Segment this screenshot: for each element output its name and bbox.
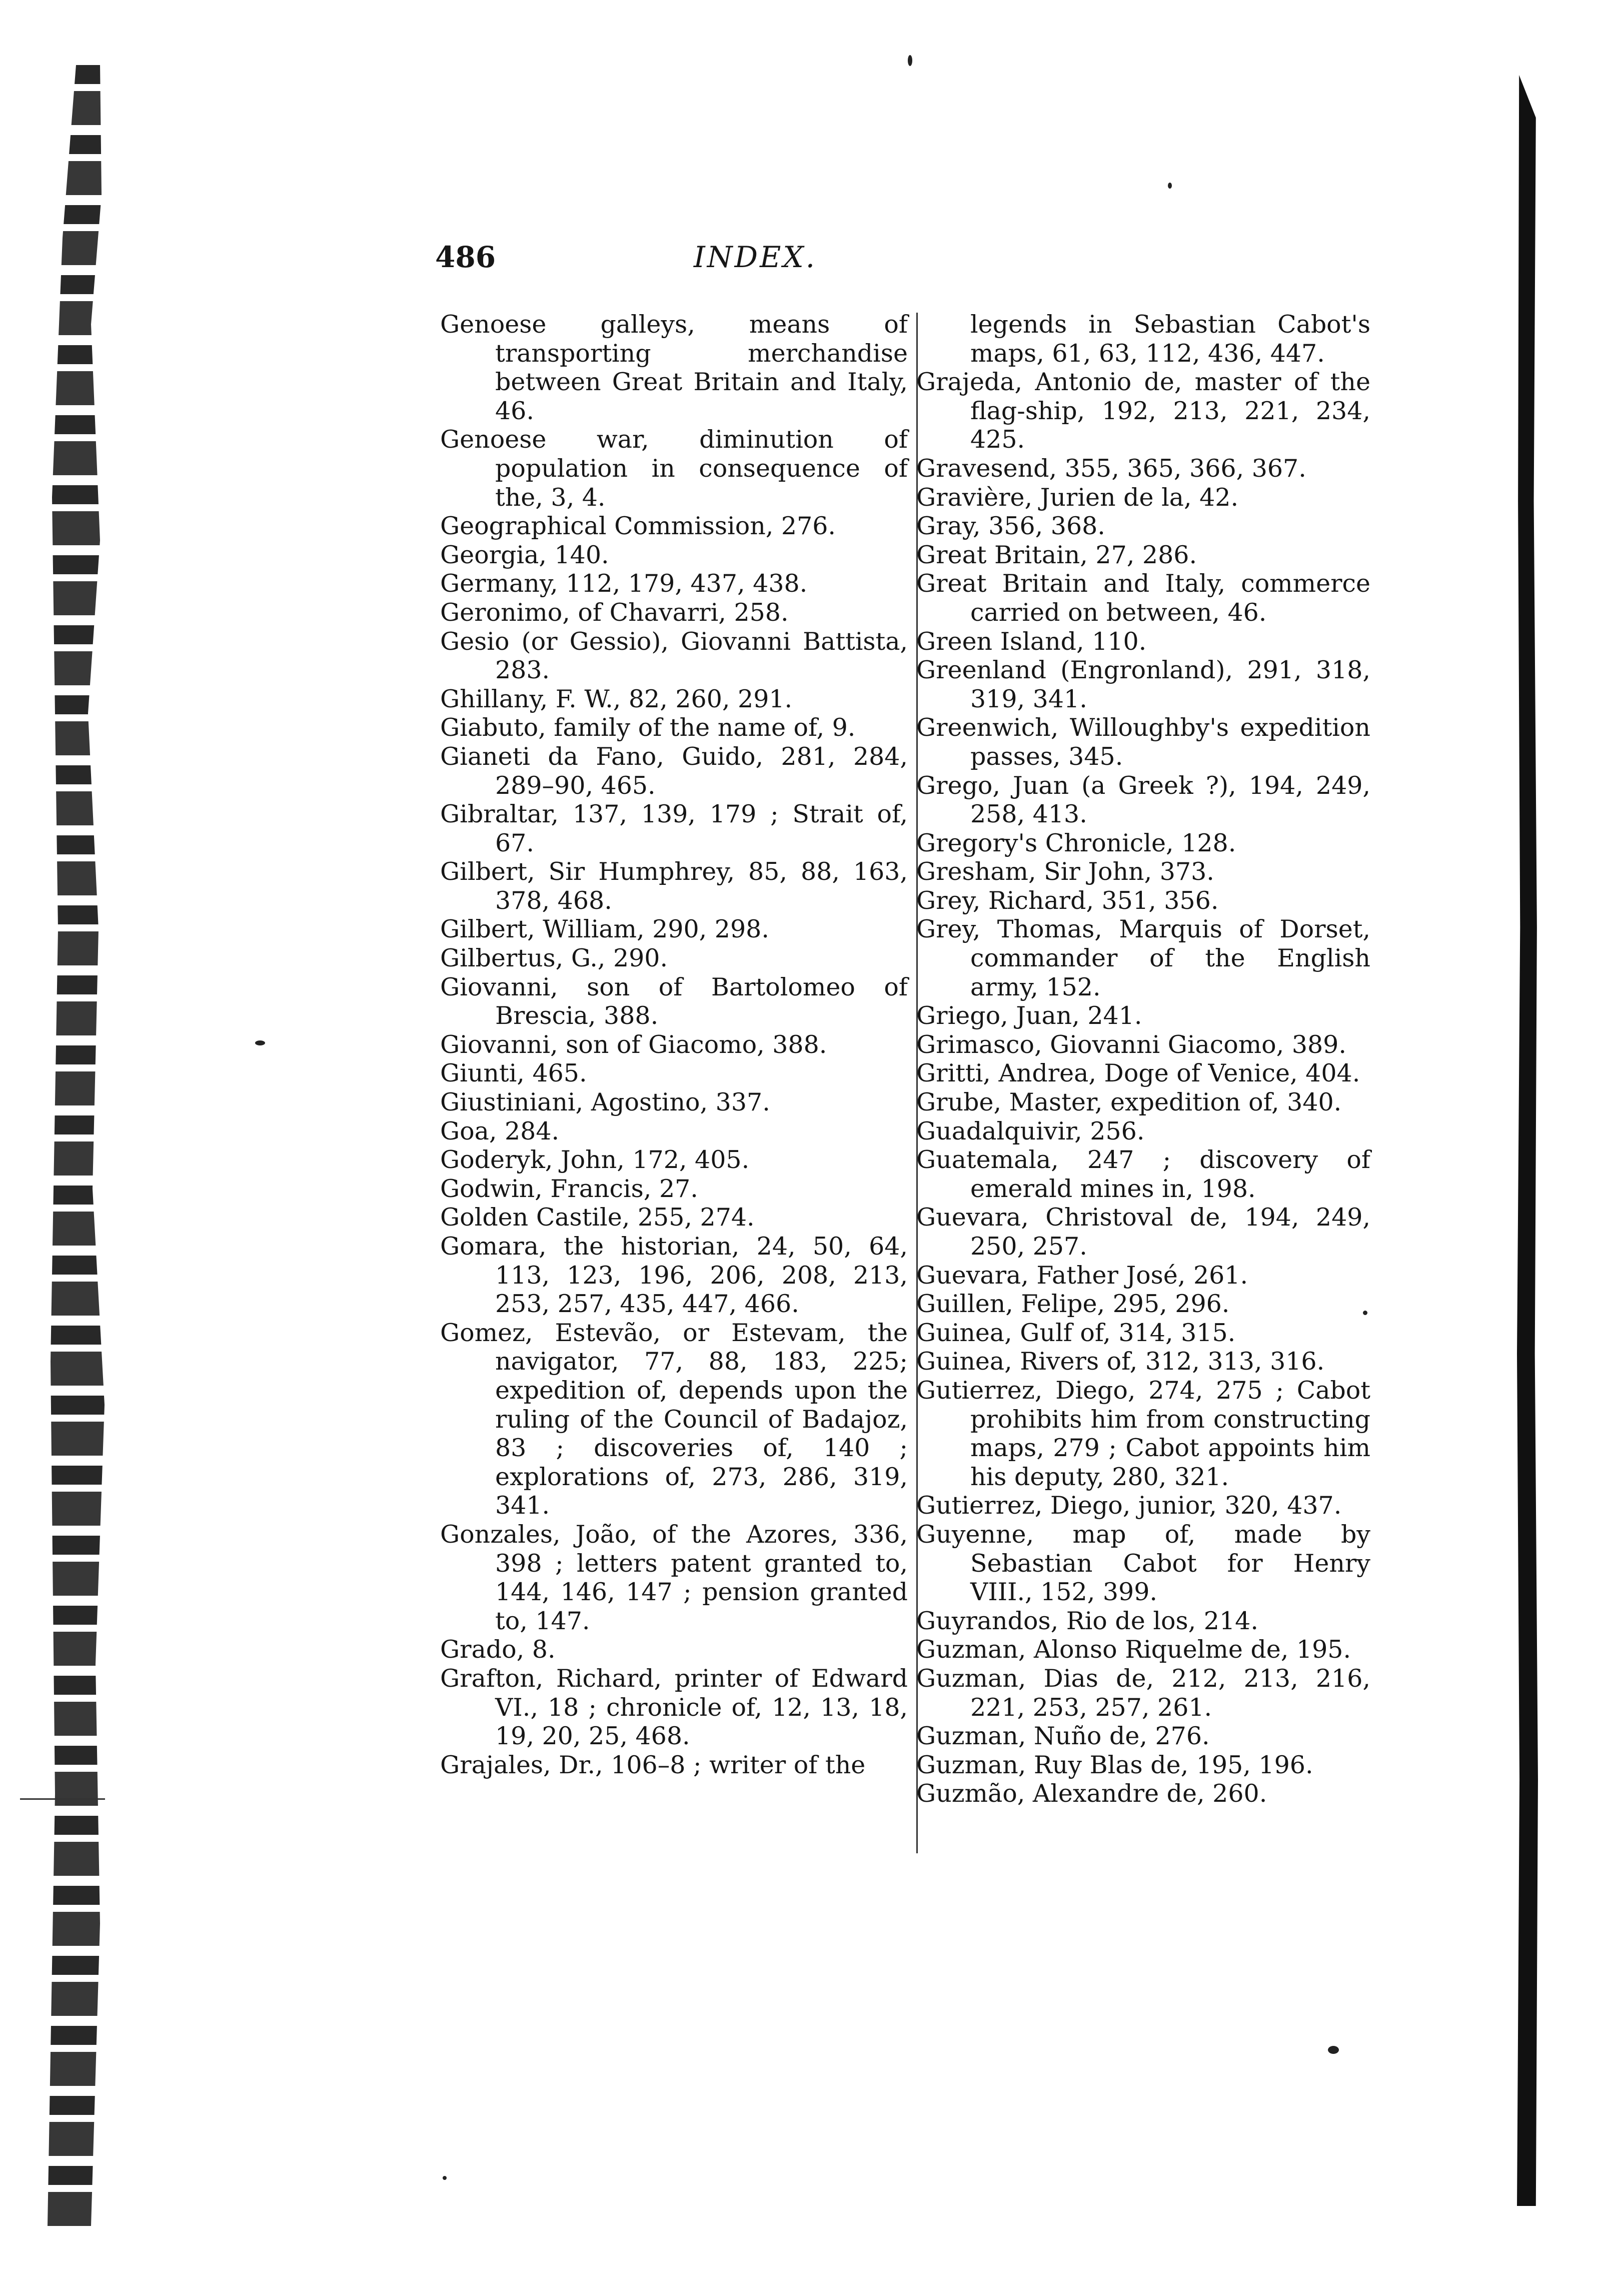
- index-entry: Guzman, Nuño de, 276.: [916, 1722, 1210, 1751]
- index-entry: Griego, Juan, 241.: [916, 1001, 1142, 1030]
- index-entry: Godwin, Francis, 27.: [440, 1174, 698, 1203]
- index-entry: Gresham, Sir John, 373.: [916, 857, 1214, 886]
- index-entry: Gomez, Estevão, or Estevam, the navigator, 77, 88, 183, 225; expedition of, depends upon the ruling of the Council of Badajoz, 83 ; discoveries of, 140 ; explorations of, 273, 286, 319, 341.: [440, 1318, 908, 1520]
- index-entry: Greenwich, Willoughby's expedition passes, 345.: [916, 713, 1370, 771]
- index-entry: Gravesend, 355, 365, 366, 367.: [916, 454, 1306, 483]
- index-entry: legends in Sebastian Cabot's maps, 61, 63, 112, 436, 447.: [970, 310, 1370, 368]
- index-column-right: [910, 310, 1370, 1808]
- index-entry: Golden Castile, 255, 274.: [440, 1203, 755, 1232]
- index-entry: Giovanni, son of Bartolomeo of Brescia, 388.: [440, 972, 908, 1030]
- index-entry: Gregory's Chronicle, 128.: [916, 828, 1236, 857]
- index-entry: Gonzales, João, of the Azores, 336, 398 ; letters patent granted to, 144, 146, 147 ; pension granted to, 147.: [440, 1520, 908, 1635]
- index-entry: Guevara, Christoval de, 194, 249, 250, 257.: [916, 1203, 1370, 1261]
- index-entry: Gray, 356, 368.: [916, 512, 1105, 541]
- scan-edge-left: [48, 65, 123, 2226]
- index-entry: Grado, 8.: [440, 1635, 556, 1664]
- margin-rule: [20, 1798, 105, 1800]
- index-entry: Goderyk, John, 172, 405.: [440, 1145, 750, 1175]
- index-entry: Giabuto, family of the name of, 9.: [440, 713, 856, 742]
- index-entry: Guzmão, Alexandre de, 260.: [916, 1779, 1267, 1808]
- index-entry: Gutierrez, Diego, junior, 320, 437.: [916, 1491, 1342, 1520]
- index-entry: Giunti, 465.: [440, 1059, 587, 1088]
- index-entry: Gilbert, William, 290, 298.: [440, 915, 769, 944]
- index-entry: Guzman, Dias de, 212, 213, 216, 221, 253, 257, 261.: [916, 1664, 1370, 1722]
- index-entry: Genoese galleys, means of transporting merchandise between Great Britain and Italy, 46.: [440, 310, 908, 425]
- index-entry: Guzman, Alonso Riquelme de, 195.: [916, 1635, 1351, 1664]
- index-entry: Ghillany, F. W., 82, 260, 291.: [440, 684, 793, 713]
- index-entry: Gravière, Jurien de la, 42.: [916, 483, 1239, 512]
- index-entry: Giovanni, son of Giacomo, 388.: [440, 1030, 827, 1059]
- index-column-left: [440, 310, 908, 1779]
- index-entry: Guyrandos, Rio de los, 214.: [916, 1606, 1258, 1635]
- index-entry: Georgia, 140.: [440, 540, 609, 569]
- index-entry: Guyenne, map of, made by Sebastian Cabot for Henry VIII., 152, 399.: [916, 1520, 1370, 1607]
- index-entry: Great Britain, 27, 286.: [916, 540, 1197, 569]
- running-head: INDEX.: [693, 240, 817, 274]
- index-entry: Geographical Commission, 276.: [440, 512, 836, 541]
- index-entry: Gesio (or Gessio), Giovanni Battista, 283.: [440, 627, 908, 685]
- index-entry: Guadalquivir, 256.: [916, 1116, 1145, 1145]
- index-entry: Gomara, the historian, 24, 50, 64, 113, 123, 196, 206, 208, 213, 253, 257, 435, 447, 466.: [440, 1232, 908, 1319]
- index-entry: Gilbertus, G., 290.: [440, 944, 668, 973]
- page-header: [435, 240, 1075, 285]
- index-entry: Greenland (Engronland), 291, 318, 319, 341.: [916, 656, 1370, 713]
- index-entry: Guatemala, 247 ; discovery of emerald mines in, 198.: [916, 1145, 1370, 1203]
- scan-edge-right: [1517, 75, 1538, 2206]
- index-entry: Gibraltar, 137, 139, 179 ; Strait of, 67.: [440, 800, 908, 857]
- index-entry: Grajales, Dr., 106–8 ; writer of the: [440, 1750, 866, 1779]
- index-entry: Gutierrez, Diego, 274, 275 ; Cabot prohibits him from constructing maps, 279 ; Cabot appoints him his deputy, 280, 321.: [916, 1376, 1370, 1491]
- index-entry: Guinea, Rivers of, 312, 313, 316.: [916, 1347, 1325, 1376]
- index-entry: Genoese war, diminution of population in consequence of the, 3, 4.: [440, 425, 908, 512]
- index-entry: Germany, 112, 179, 437, 438.: [440, 569, 808, 598]
- index-entry: Great Britain and Italy, commerce carried on between, 46.: [916, 569, 1370, 627]
- index-entry: Green Island, 110.: [916, 627, 1147, 656]
- index-entry: Grube, Master, expedition of, 340.: [916, 1088, 1342, 1117]
- index-entry: Grego, Juan (a Greek ?), 194, 249, 258, 413.: [916, 771, 1370, 829]
- index-entry: Guinea, Gulf of, 314, 315.: [916, 1318, 1236, 1347]
- index-entry: Grimasco, Giovanni Giacomo, 389.: [916, 1030, 1346, 1059]
- index-entry: Goa, 284.: [440, 1116, 560, 1145]
- index-entry: Grafton, Richard, printer of Edward VI., 18 ; chronicle of, 12, 13, 18, 19, 20, 25, 468.: [440, 1664, 908, 1751]
- index-entry: Giustiniani, Agostino, 337.: [440, 1088, 770, 1117]
- index-entry: Grey, Richard, 351, 356.: [916, 886, 1219, 915]
- index-entry: Guevara, Father José, 261.: [916, 1261, 1248, 1290]
- page-number: 486: [435, 240, 496, 274]
- index-entry: Gilbert, Sir Humphrey, 85, 88, 163, 378, 468.: [440, 857, 908, 915]
- index-entry: Gritti, Andrea, Doge of Venice, 404.: [916, 1059, 1360, 1088]
- index-entry: Grey, Thomas, Marquis of Dorset, commander of the English army, 152.: [916, 915, 1370, 1001]
- index-entry: Geronimo, of Chavarri, 258.: [440, 598, 789, 627]
- index-entry: Guzman, Ruy Blas de, 195, 196.: [916, 1750, 1313, 1779]
- index-entry: Guillen, Felipe, 295, 296.: [916, 1290, 1230, 1319]
- index-entry: Grajeda, Antonio de, master of the flag-ship, 192, 213, 221, 234, 425.: [916, 368, 1370, 454]
- index-entry: Gianeti da Fano, Guido, 281, 284, 289–90, 465.: [440, 742, 908, 800]
